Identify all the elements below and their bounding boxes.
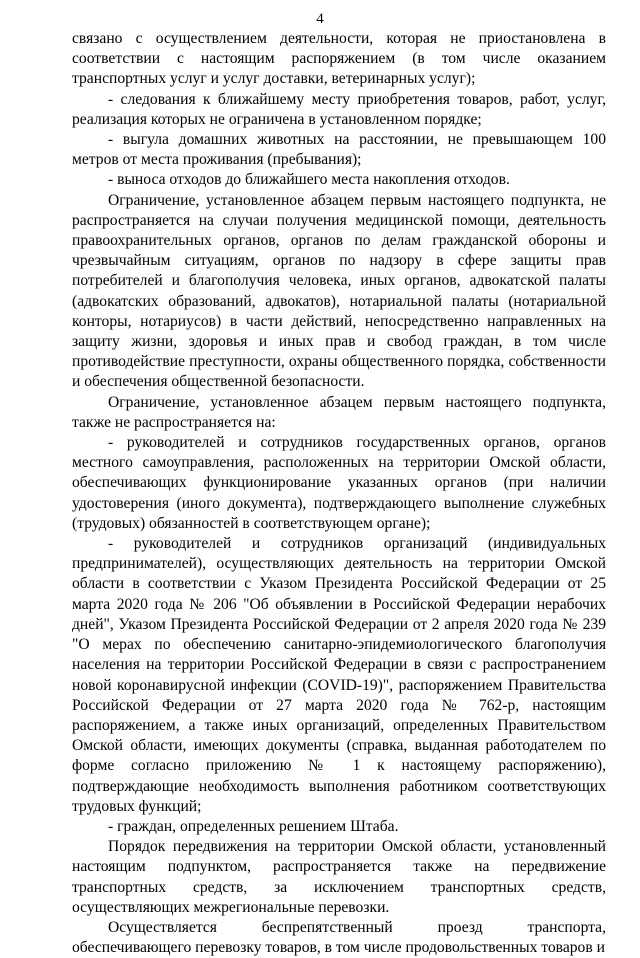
page-number: 4	[316, 11, 324, 27]
document-body	[72, 29, 606, 958]
paragraph: Ограничение, установленное абзацем первым настоящего подпункта, не распространяется на случаи получения медицинской помощи, деятельность правоохранительных органов, органов по делам гражданской обороны и чрезвычайным ситуациям, органов по надзору в сфере защиты прав потребителей и благополучия человека, иных органов, адвокатской палаты (адвокатских образований, адвокатов), нотариальной палаты (нотариальной конторы, нотариусов) в части действий, непосредственно направленных на защиту жизни, здоровья и иных прав и свобод граждан, в том числе противодействие преступности, охраны общественного порядка, собственности и обеспечения общественной безопасности.	[72, 191, 606, 391]
paragraph: Порядок передвижения на территории Омской области, установленный настоящим подпунктом, распространяется также на передвижение транспортных средств, за исключением транспортных средств, осуществляющих межрегиональные перевозки.	[72, 838, 606, 916]
paragraph: связано с осуществлением деятельности, которая не приостановлена в соответствии с настоящим распоряжением (в том числе оказанием транспортных услуг и услуг доставки, ветеринарных услуг);	[72, 30, 606, 88]
list-item: - выноса отходов до ближайшего места накопления отходов.	[108, 171, 510, 189]
paragraph: Осуществляется беспрепятственный проезд транспорта, обеспечивающего перевозку товаров, в том числе продовольственных товаров и	[72, 918, 606, 957]
paragraph: Ограничение, установленное абзацем первым настоящего подпункта, также не распространяется на:	[72, 393, 606, 431]
list-item: - выгула домашних животных на расстоянии, не превышающем 100 метров от места проживания (пребывания);	[72, 131, 606, 169]
list-item: - граждан, определенных решением Штаба.	[108, 817, 399, 835]
list-item: - следования к ближайшему месту приобретения товаров, работ, услуг, реализация которых не ограничена в установленном порядке;	[72, 90, 606, 128]
list-item: - руководителей и сотрудников государственных органов, органов местного самоуправления, расположенных на территории Омской области, обеспечивающих функционирование указанных органов (при наличии удостоверения (иного документа), подтверждающего выполнение служебных (трудовых) обязанностей в соответствующем органе);	[72, 434, 606, 532]
list-item: - руководителей и сотрудников организаций (индивидуальных предпринимателей), осуществляющих деятельность на территории Омской области в соответствии с Указом Президента Российской Федерации от 25 марта 2020 года № 206 "Об объявлении в Российской Федерации нерабочих дней", Указом Президента Российской Федерации от 2 апреля 2020 года № 239 "О мерах по обеспечению санитарно-эпидемиологического благополучия населения на территории Российской Федерации в связи с распространением новой коронавирусной инфекции (COVID-19)", распоряжением Правительства Российской Федерации от 27 марта 2020 года № 762-р, настоящим распоряжением, а также иных организаций, определенных Правительством Омской области, имеющих документы (справка, выданная работодателем по форме согласно приложению № 1 к настоящему распоряжению), подтверждающие необходимость выполнения работником соответствующих трудовых функций;	[72, 535, 606, 815]
